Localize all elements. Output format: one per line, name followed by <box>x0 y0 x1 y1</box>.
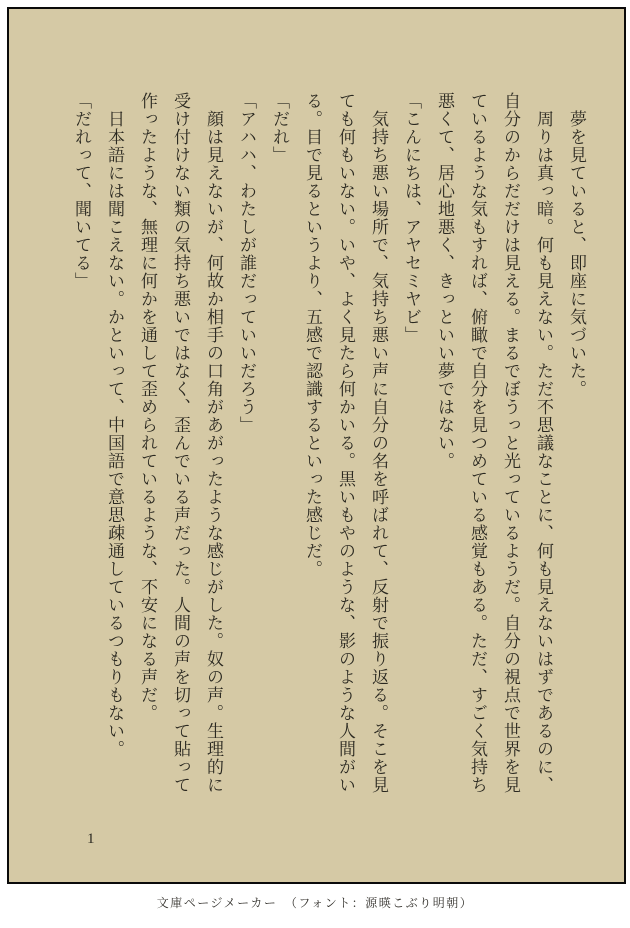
book-page <box>7 7 626 884</box>
paragraph: 「こんにちは、アヤセミヤビ」 <box>402 92 421 344</box>
paragraph: 「だれ」 <box>270 92 289 164</box>
page-number: 1 <box>87 831 95 847</box>
paragraph: 夢を見ていると、即座に気づいた。 <box>567 110 586 398</box>
paragraph: 「だれって、聞いてる」 <box>72 92 91 290</box>
paragraph: 顔は見えないが、何故か相手の口角があがったような感じがした。奴の声。生理的に受け付けない類の気持ち悪いではなく、歪んでいる声だった。人間の声を切って貼って作ったような、無理に何かを通して歪められているような、不安になる声だ。 <box>138 92 223 794</box>
paragraph: 気持ち悪い場所で、気持ち悪い声に自分の名を呼ばれて、反射で振り返る。そこを見ても何もいない。いや、よく見たら何かいる。黒いもやのような、影のような人間がいる。目で見るというより、五感で認識するといった感じだ。 <box>303 92 388 794</box>
paragraph: 周りは真っ暗。何も見えない。ただ不思議なことに、何も見えないはずであるのに、自分のからだだけは見える。まるでぼうっと光っているようだ。自分の視点で世界を見ているような気もすれば、俯瞰で自分を見つめている感覚もある。ただ、すごく気持ち悪くて、居心地悪く、きっといい夢ではない。 <box>435 92 553 794</box>
page-text <box>65 92 593 804</box>
footer-caption: 文庫ページメーカー （フォント：源暎こぶり明朝） <box>156 896 474 910</box>
paragraph: 「アハハ、わたしが誰だっていいだろう」 <box>237 92 256 434</box>
paragraph: 日本語には聞こえない。かといって、中国語で意思疎通しているつもりもない。 <box>105 110 124 758</box>
